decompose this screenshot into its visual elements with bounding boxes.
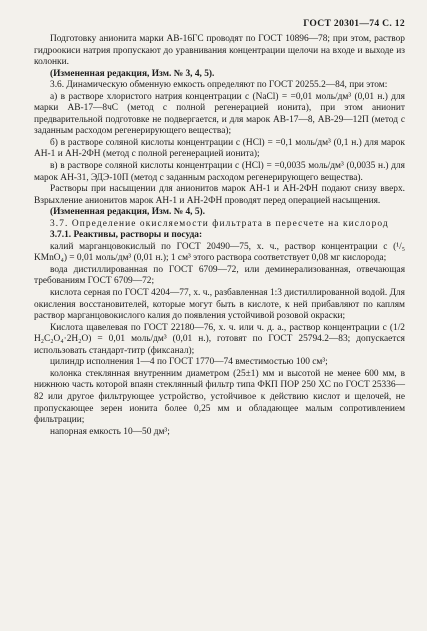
document-body bbox=[34, 34, 405, 438]
paragraph: калий марганцовокислый по ГОСТ 20490—75, х. ч., раствор концентрации c (¹/₅ KMnO₄) = 0,01 моль/дм³ (0,01 н.); 1 см³ этого раствора соответствует 0,08 мг кислорода; bbox=[34, 241, 405, 264]
paragraph: цилиндр исполнения 1—4 по ГОСТ 1770—74 вместимостью 100 см³; bbox=[50, 357, 328, 368]
page-header: ГОСТ 20301—74 С. 12 bbox=[303, 18, 405, 29]
paragraph: (Измененная редакция, Изм. № 3, 4, 5). bbox=[50, 68, 215, 79]
paragraph: Подготовку анионита марки АВ-16ГС проводят по ГОСТ 10896—78; при этом, раствор гидроокиси натрия пропускают до уравнивания концентрации щелочи на входе и выходе из колонки. bbox=[34, 34, 405, 68]
paragraph: колонка стеклянная внутренним диаметром (25±1) мм и высотой не менее 600 мм, в нижнюю часть которой впаян стеклянный фильтр типа ФКП ПОР 250 ХС по ГОСТ 25336—82 или другое фильтрующее устройство, устойчивое к действию кислот и щелочей, не пропускающее зерен ионита более 0,25 мм и обладающее малым сопротивлением фильтрации; bbox=[34, 368, 405, 426]
paragraph: а) в растворе хлористого натрия концентрации c (NaCl) = =0,01 моль/дм³ (0,01 н.) для марки АВ-17—8чС (метод с полной регенерацией ионита), при этом анионит предварительной подготовке не подвергается, и для марок АВ-17—8, АВ-29—12П (метод с заданным расходом регенерирующего вещества); bbox=[34, 91, 405, 137]
paragraph: кислота серная по ГОСТ 4204—77, х. ч., разбавленная 1:3 дистиллированной водой. Для окисления восстановителей, которые могут быть в кислоте, к ней прибавляют по каплям раствор марганцовокислого калия до появления устойчивой розовой окраски; bbox=[34, 288, 405, 322]
paragraph: напорная емкость 10—50 дм³; bbox=[50, 426, 170, 437]
paragraph: Кислота щавелевая по ГОСТ 22180—76, х. ч. или ч. д. а., раствор концентрации c (1/2 H₂C₂O₄·2H₂O) = 0,01 моль/дм³ (0,01 н.), готовят по ГОСТ 25794.2—83; допускается использовать стандарт-титр (фиксанал); bbox=[34, 322, 405, 356]
paragraph: 3.7.1. Реактивы, растворы и посуда: bbox=[50, 230, 203, 241]
paragraph: б) в растворе соляной кислоты концентрации c (HCl) = =0,1 моль/дм³ (0,1 н.) для марок АН-1 и АН-2ФН (метод с полной регенерацией ионита); bbox=[34, 137, 405, 160]
paragraph: (Измененная редакция, Изм. № 4, 5). bbox=[50, 207, 206, 218]
paragraph: вода дистиллированная по ГОСТ 6709—72, или деминерализованная, отвечающая требованиям ГОСТ 6709—72; bbox=[34, 264, 405, 287]
paragraph: в) в растворе соляной кислоты концентрации c (HCl) = =0,0035 моль/дм³ (0,0035 н.) для марок АН-31, ЭДЭ-10П (метод с заданным расходом регенерирующего вещества). bbox=[34, 161, 405, 183]
paragraph: 3.7. Определение окисляемости фильтрата в пересчете на кислород bbox=[50, 218, 389, 229]
paragraph: 3.6. Динамическую обменную емкость определяют по ГОСТ 20255.2—84, при этом: bbox=[50, 80, 388, 91]
paragraph: Растворы при насыщении для анионитов марок АН-1 и АН-2ФН подают снизу вверх. Взрыхление анионитов марок АН-1 и АН-2ФН проводят перед операцией насыщения. bbox=[34, 184, 405, 206]
